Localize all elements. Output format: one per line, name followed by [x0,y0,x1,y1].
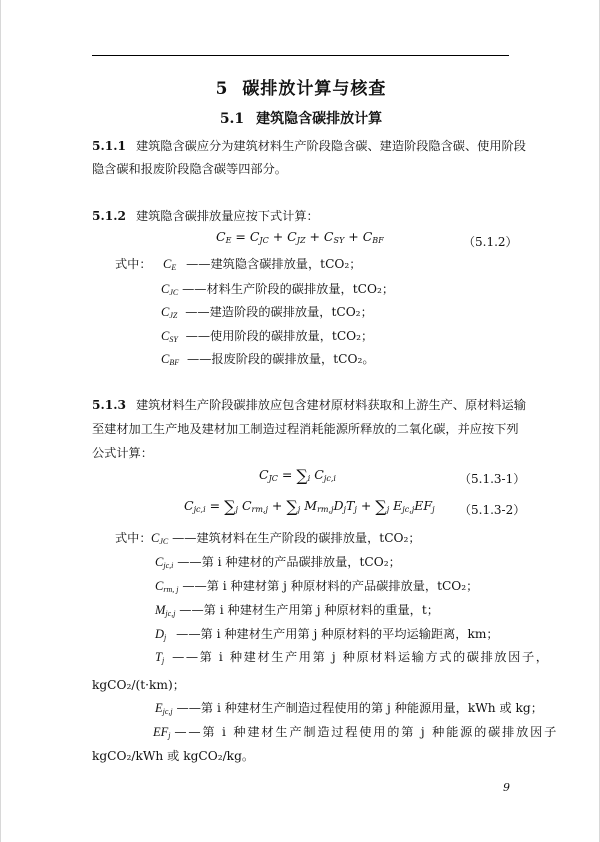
clause-number: 5.1.2 [92,209,126,223]
variable: $E_{jc,j}$ [155,701,173,716]
clause-513-line1 [92,394,526,416]
variable: $C_{SY}$ [161,329,178,344]
definition-continuation: kgCO₂/(t·km)； [92,678,185,692]
definition-text: ——第 i 种建材生产制造过程使用的第 j 种能源用量，kWh 或 kg； [176,701,543,715]
definition-text: ——建筑隐含碳排放量，tCO₂； [186,257,362,271]
chapter-title-text: 碳排放计算与核查 [242,79,387,99]
variable: $M_{jc,j}$ [155,603,176,618]
definition-text: ——材料生产阶段的碳排放量，tCO₂； [182,282,395,296]
definition-row [161,301,373,327]
clause-513-line3: 公式计算： [92,446,153,460]
definition-text: ——报废阶段的碳排放量，tCO₂。 [187,352,375,366]
variable: $T_j$ [155,650,165,665]
definition-row [155,599,439,625]
definition-row [155,646,550,672]
clause-text: 建筑隐含碳应分为建筑材料生产阶段隐含碳、建造阶段隐含碳、使用阶段 [135,139,526,153]
variable: $C_{JC}$ [151,531,169,546]
variable: $C_{BF}$ [161,352,180,367]
clause-511-line1 [92,135,526,157]
page-number: 9 [503,781,510,794]
formula-512: $C_E = C_{JC} + C_{JZ} + C_{SY} + C_{BF}$ [216,229,384,245]
section-number: 5.1 [219,111,245,127]
where-label: 式中： [115,531,152,545]
definition-row [161,348,375,374]
variable: $C_E$ [163,257,177,272]
clause-513-line2: 至建材加工生产地及建材加工制造过程消耗能源所释放的二氧化碳，并应按下列 [92,422,519,436]
chapter-title [1,74,600,99]
variable: $C_{jc,i}$ [155,555,174,570]
where-label: 式中： [115,257,152,271]
section-title-text: 建筑隐含碳排放计算 [256,111,383,127]
chapter-number: 5 [215,79,229,99]
formula-number: （5.1.3-1） [459,472,526,486]
definition-text: ——第 i 种建材第 j 种原材料的产品碳排放量，tCO₂； [182,579,479,593]
definition-continuation: kgCO₂/kWh 或 kgCO₂/kg。 [92,749,255,763]
definition-text: ——使用阶段的碳排放量，tCO₂； [185,329,374,343]
section-title [1,108,600,128]
definition-text: ——第 i 种建材生产用第 j 种原材料的平均运输距离，km； [176,627,499,641]
variable: $C_{rm, j}$ [155,579,179,594]
definition-text: ——第 i 种建材生产制造过程使用的第 j 种能源的碳排放因子 [174,725,559,739]
formula-513-1: $C_{JC} = \sum_i$ $C_{jc,i}$ [259,466,336,485]
formula-513-2: $C_{jc,i} = \sum_j$ $C_{rm,j} + \sum_j$ $M_{rm,j}D_jT_j + \sum_j$ $E_{jc,j}EF_j$ [184,497,435,516]
clause-512-line1 [92,205,319,227]
clause-511-line2: 隐含碳和报废阶段隐含碳等四部分。 [92,162,287,176]
definition-text: ——第 i 种建材的产品碳排放量，tCO₂； [177,555,401,569]
definition-text: ——建筑材料在生产阶段的碳排放量，tCO₂； [172,531,421,545]
variable: $EF_j$ [153,725,171,740]
definition-row [155,575,478,601]
clause-number: 5.1.3 [92,398,126,412]
clause-text: 建筑材料生产阶段碳排放应包含建材原材料获取和上游生产、原材料运输 [135,398,526,412]
definition-row [151,527,421,553]
clause-number: 5.1.1 [92,139,126,153]
definition-text: ——第 i 种建材生产用第 j 种原材料的重量，t； [179,603,439,617]
definition-row [163,253,361,279]
definition-row [155,697,543,723]
header-rule [92,55,509,56]
definition-text: ——建造阶段的碳排放量，tCO₂； [185,305,373,319]
variable: $C_{JC}$ [161,282,179,297]
variable: $C_{JZ}$ [161,305,178,320]
clause-text: 建筑隐含碳排放量应按下式计算： [135,209,319,223]
formula-number: （5.1.2） [463,235,518,249]
variable: $D_j$ [155,627,167,642]
definition-row [153,721,558,747]
definition-row [155,551,401,577]
formula-number: （5.1.3-2） [459,503,526,517]
definition-text: ——第 i 种建材生产用第 j 种原材料运输方式的碳排放因子， [172,650,550,664]
